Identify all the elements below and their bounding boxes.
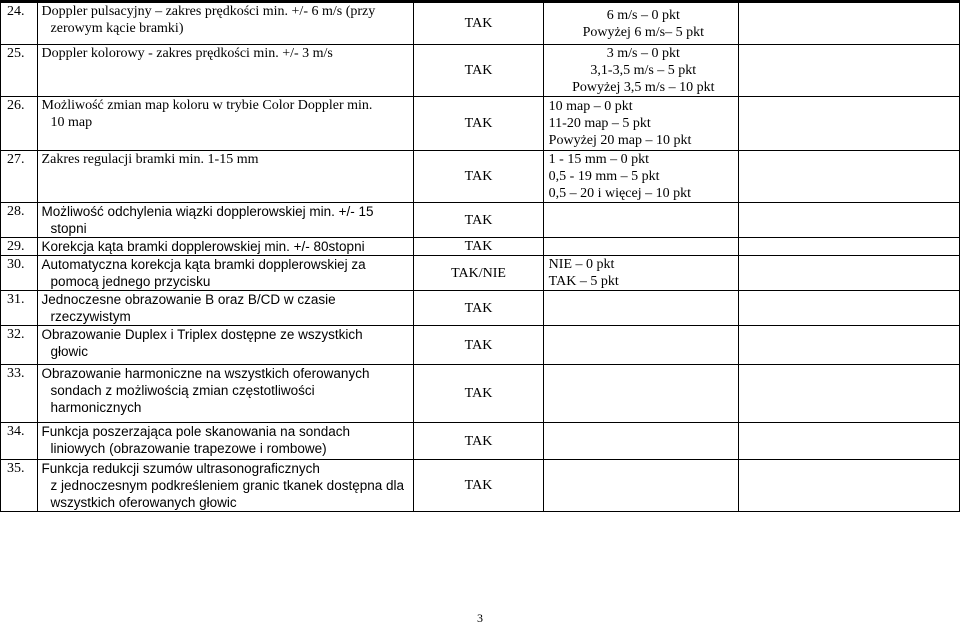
required-value: TAK	[414, 291, 543, 326]
description-line: zerowym kącie bramki)	[50, 21, 184, 36]
required-value: TAK/NIE	[414, 256, 543, 291]
required-value: TAK	[414, 326, 543, 365]
offered-parameter-cell[interactable]	[738, 256, 959, 291]
row-description	[37, 423, 414, 460]
row-number: 31.	[1, 291, 38, 326]
table-row	[1, 423, 960, 460]
criteria-line: 6 m/s – 0 pkt	[606, 7, 680, 23]
required-value: TAK	[414, 423, 543, 460]
criteria-line: 11-20 map – 5 pkt	[548, 116, 651, 131]
offered-parameter-cell[interactable]	[738, 326, 959, 365]
table-row	[1, 45, 960, 97]
row-number: 25.	[1, 45, 38, 97]
description-line: stopni	[50, 221, 87, 236]
row-description	[37, 291, 414, 326]
row-number: 27.	[1, 151, 38, 203]
offered-parameter-cell[interactable]	[738, 151, 959, 203]
criteria-line: Powyżej 6 m/s– 5 pkt	[582, 24, 704, 40]
description-line: Funkcja redukcji szumów ultrasonograficznych	[41, 461, 320, 476]
row-number: 30.	[1, 256, 38, 291]
scoring-criteria	[543, 423, 738, 460]
offered-parameter-cell[interactable]	[738, 203, 959, 238]
description-line: Funkcja poszerzająca pole skanowania na sondach	[41, 424, 350, 439]
criteria-line: 1 - 15 mm – 0 pkt	[548, 152, 650, 167]
description-line: z jednoczesnym podkreśleniem granic tkanek dostępna dla	[50, 478, 404, 493]
criteria-line: 3 m/s – 0 pkt	[606, 46, 680, 61]
offered-parameter-cell[interactable]	[738, 238, 959, 256]
description-line: wszystkich oferowanych głowic	[50, 495, 237, 510]
table-row	[1, 151, 960, 203]
row-description	[37, 256, 414, 291]
criteria-line: NIE – 0 pkt	[548, 257, 615, 272]
offered-parameter-cell[interactable]	[738, 423, 959, 460]
scoring-criteria	[543, 3, 738, 45]
scoring-criteria	[543, 460, 738, 512]
required-value: TAK	[414, 45, 543, 97]
description-line: Korekcja kąta bramki dopplerowskiej min. +/- 80stopni	[41, 239, 365, 254]
scoring-criteria	[543, 203, 738, 238]
description-line: Jednoczesne obrazowanie B oraz B/CD w czasie	[41, 292, 336, 307]
offered-parameter-cell[interactable]	[738, 45, 959, 97]
table-row	[1, 326, 960, 365]
row-number: 34.	[1, 423, 38, 460]
description-line: Możliwość odchylenia wiązki dopplerowskiej min. +/- 15	[41, 204, 374, 219]
row-number: 24.	[1, 3, 38, 45]
row-description	[37, 203, 414, 238]
row-description	[37, 97, 414, 151]
scoring-criteria	[543, 256, 738, 291]
description-line: Doppler pulsacyjny – zakres prędkości min. +/- 6 m/s (przy	[41, 4, 376, 19]
description-line: sondach z możliwością zmian częstotliwości	[50, 383, 315, 398]
criteria-line: Powyżej 20 map – 10 pkt	[548, 133, 692, 148]
row-description	[37, 151, 414, 203]
specification-table	[0, 2, 960, 512]
table-row	[1, 365, 960, 423]
scoring-criteria	[543, 365, 738, 423]
table-row	[1, 256, 960, 291]
required-value: TAK	[414, 203, 543, 238]
description-line: głowic	[50, 344, 89, 359]
scoring-criteria	[543, 151, 738, 203]
criteria-line: 3,1-3,5 m/s – 5 pkt	[590, 63, 697, 78]
offered-parameter-cell[interactable]	[738, 97, 959, 151]
required-value: TAK	[414, 365, 543, 423]
table-row	[1, 3, 960, 45]
scoring-criteria	[543, 238, 738, 256]
scoring-criteria	[543, 291, 738, 326]
row-description	[37, 326, 414, 365]
description-line: 10 map	[50, 115, 93, 130]
table-row	[1, 238, 960, 256]
description-line: Możliwość zmian map koloru w trybie Color Doppler min.	[41, 98, 373, 113]
offered-parameter-cell[interactable]	[738, 460, 959, 512]
page-number: 3	[477, 611, 483, 625]
required-value: TAK	[414, 238, 543, 256]
row-number: 32.	[1, 326, 38, 365]
row-number: 33.	[1, 365, 38, 423]
required-value: TAK	[414, 3, 543, 45]
table-row	[1, 97, 960, 151]
criteria-line: 0,5 – 20 i więcej – 10 pkt	[548, 186, 691, 201]
row-number: 26.	[1, 97, 38, 151]
offered-parameter-cell[interactable]	[738, 291, 959, 326]
row-number: 35.	[1, 460, 38, 512]
row-number: 29.	[1, 238, 38, 256]
offered-parameter-cell[interactable]	[738, 365, 959, 423]
table-row	[1, 203, 960, 238]
description-line: pomocą jednego przycisku	[50, 274, 211, 289]
description-line: rzeczywistym	[50, 309, 131, 324]
scoring-criteria	[543, 326, 738, 365]
row-number: 28.	[1, 203, 38, 238]
description-line: Obrazowanie harmoniczne na wszystkich oferowanych	[41, 366, 370, 381]
description-line: harmonicznych	[50, 400, 142, 415]
required-value: TAK	[414, 460, 543, 512]
scoring-criteria	[543, 45, 738, 97]
row-description	[37, 365, 414, 423]
criteria-line: TAK – 5 pkt	[548, 274, 619, 289]
criteria-line: 10 map – 0 pkt	[548, 99, 633, 114]
offered-parameter-cell[interactable]	[738, 3, 959, 45]
row-description	[37, 45, 414, 97]
specification-table-body	[1, 3, 960, 512]
row-description	[37, 3, 414, 45]
row-description	[37, 238, 414, 256]
row-description	[37, 460, 414, 512]
scoring-criteria	[543, 97, 738, 151]
description-line: Zakres regulacji bramki min. 1-15 mm	[41, 152, 259, 167]
table-row	[1, 291, 960, 326]
description-line: Automatyczna korekcja kąta bramki dopplerowskiej za	[41, 257, 366, 272]
description-line: liniowych (obrazowanie trapezowe i rombowe)	[50, 441, 327, 456]
criteria-line: Powyżej 3,5 m/s – 10 pkt	[572, 80, 715, 95]
required-value: TAK	[414, 97, 543, 151]
criteria-line: 0,5 - 19 mm – 5 pkt	[548, 169, 660, 184]
required-value: TAK	[414, 151, 543, 203]
description-line: Obrazowanie Duplex i Triplex dostępne ze wszystkich	[41, 327, 363, 342]
description-line: Doppler kolorowy - zakres prędkości min. +/- 3 m/s	[41, 46, 333, 61]
table-row	[1, 460, 960, 512]
